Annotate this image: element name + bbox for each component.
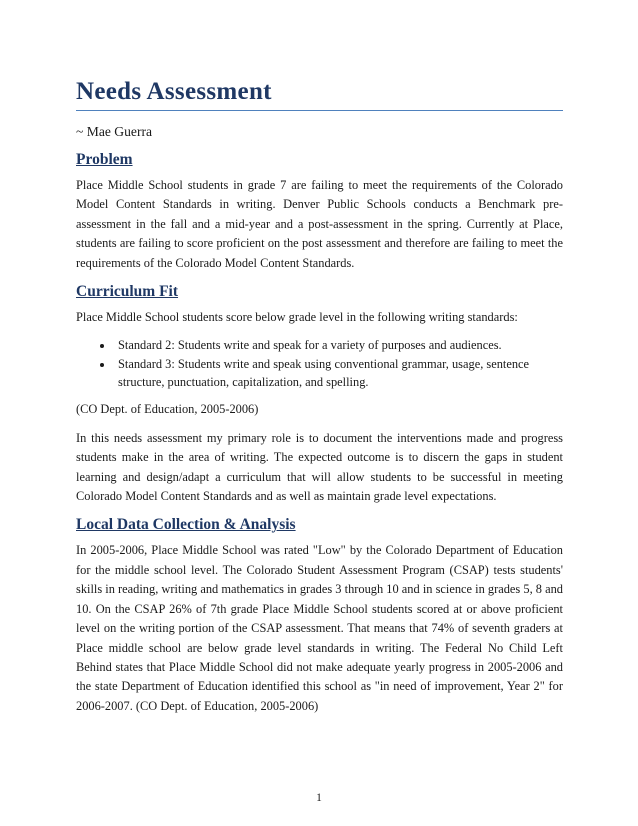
curriculum-citation: (CO Dept. of Education, 2005-2006) xyxy=(76,402,259,417)
curriculum-intro: Place Middle School students score below grade level in the following writing standards: xyxy=(76,310,518,325)
title-divider xyxy=(76,110,563,111)
list-item: • Standard 3: Students write and speak using conventional grammar, usage, sentence structure, punctuation, capitalization, and spelling. xyxy=(114,355,563,391)
document-title: Needs Assessment xyxy=(76,78,272,105)
document-page xyxy=(76,76,563,725)
author-line: ~ Mae Guerra xyxy=(76,124,153,139)
list-item: • Standard 2: Students write and speak for a variety of purposes and audiences. xyxy=(114,336,563,354)
standards-list xyxy=(76,336,563,391)
curriculum-paragraph: In this needs assessment my primary role is to document the interventions made and progress students make in the area of writing. The expected outcome is to discern the gaps in student learning and design/adapt a curriculum that will allow students to be successful in meeting Colorado Model Content Standards and as well as maintain grade level expectations. xyxy=(76,430,563,504)
section-heading-curriculum-fit: Curriculum Fit xyxy=(76,283,179,301)
problem-paragraph: Place Middle School students in grade 7 are failing to meet the requirements of the Colorado Model Content Standards in writing. Denver Public Schools conducts a Benchmark pre-assessment in the fall and a mid-year and a post-assessment in the spring. Currently at Place, students are failing to score proficient on the post assessment and therefore are failing to meet the requirements of the Colorado Model Content Standards. xyxy=(76,178,563,270)
section-heading-problem: Problem xyxy=(76,151,133,168)
local-data-paragraph: In 2005-2006, Place Middle School was rated "Low" by the Colorado Department of Education for the middle school level. The Colorado Student Assessment Program (CSAP) tests students' skills in reading, writing and mathematics in grades 3 through 10 and in science in grades 5, 8 and 10. On the CSAP 26% of 7th grade Place Middle School students scored at or above proficient level on the writing portion of the CSAP assessment. That means that 74% of seventh graders at Place middle school are below grade level standards in writing. The Federal No Child Left Behind states that Place Middle School did not make adequate yearly progress in 2005-2006 and the state Department of Education identified this school as "in need of improvement, Year 2" for 2006-2007. (CO Dept. of Education, 2005-2006) xyxy=(76,543,563,713)
page-number: 1 xyxy=(316,792,322,804)
section-heading-local-data: Local Data Collection & Analysis xyxy=(76,516,296,534)
